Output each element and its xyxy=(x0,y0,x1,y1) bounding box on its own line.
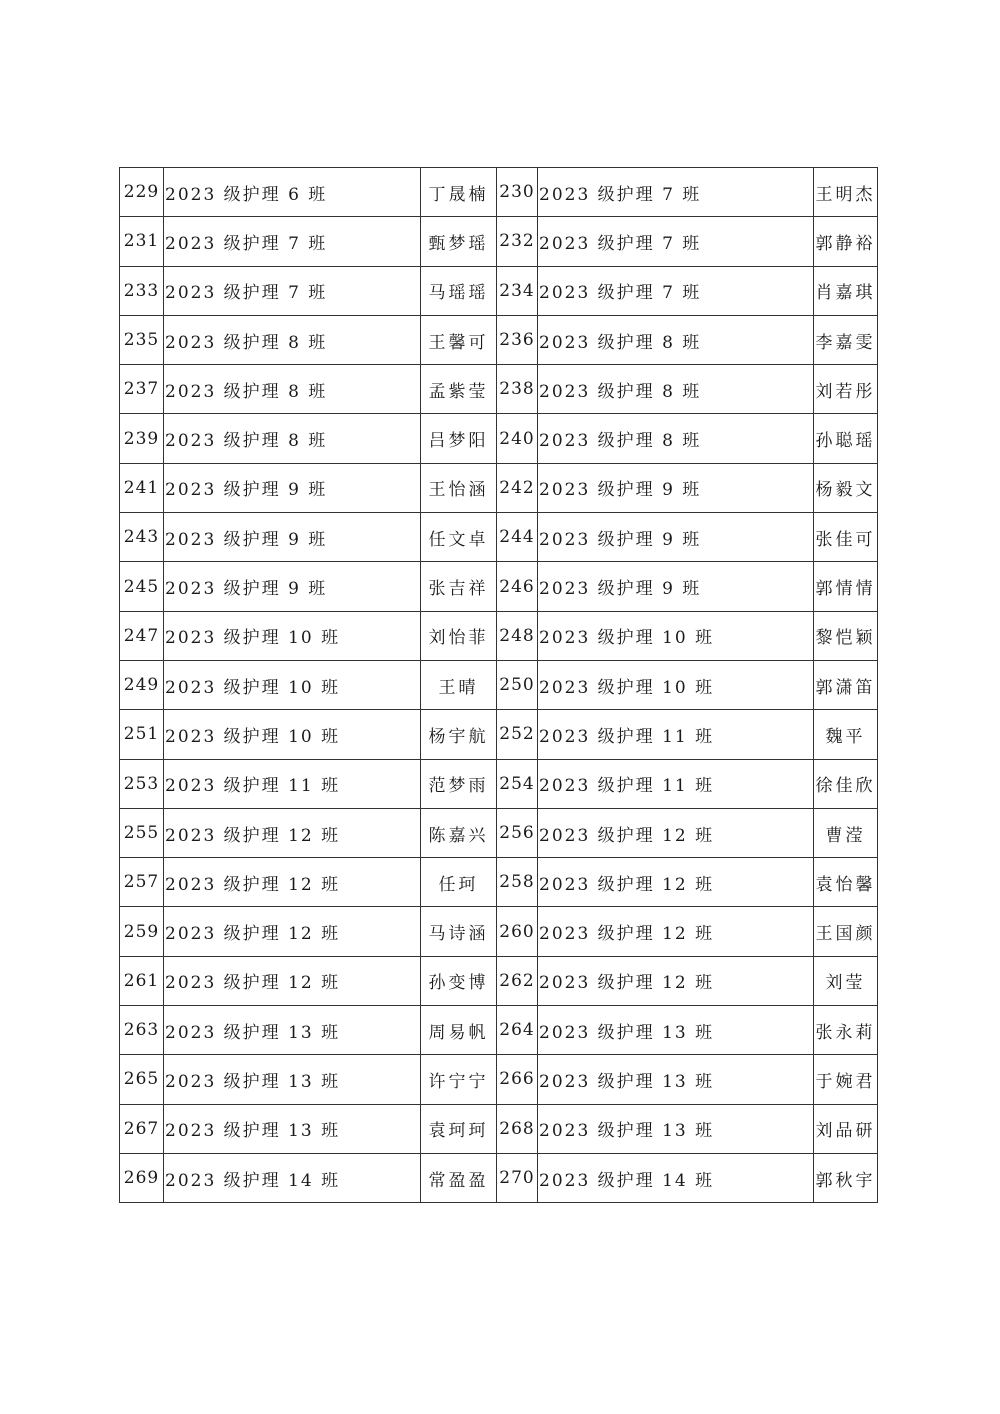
right-student-name-cell: 郭秋宇 xyxy=(814,1153,878,1202)
table-row xyxy=(120,365,878,414)
right-class-name-cell: 2023 级护理 12 班 xyxy=(538,858,814,907)
right-class-name-cell: 2023 级护理 9 班 xyxy=(538,562,814,611)
table-row xyxy=(120,808,878,857)
left-entry-number-cell: 267 xyxy=(120,1104,164,1153)
left-entry-number-cell: 259 xyxy=(120,907,164,956)
left-class-name-cell: 2023 级护理 13 班 xyxy=(164,1104,421,1153)
right-entry-number-cell: 248 xyxy=(497,611,538,660)
left-student-name-cell: 常盈盈 xyxy=(421,1153,497,1202)
table-row xyxy=(120,611,878,660)
right-class-name-cell: 2023 级护理 7 班 xyxy=(538,168,814,217)
right-entry-number-cell: 268 xyxy=(497,1104,538,1153)
left-entry-number-cell: 245 xyxy=(120,562,164,611)
left-class-name-cell: 2023 级护理 10 班 xyxy=(164,710,421,759)
table-row xyxy=(120,1055,878,1104)
left-class-name-cell: 2023 级护理 13 班 xyxy=(164,1006,421,1055)
right-class-name-cell: 2023 级护理 12 班 xyxy=(538,907,814,956)
left-class-name-cell: 2023 级护理 8 班 xyxy=(164,414,421,463)
left-entry-number-cell: 263 xyxy=(120,1006,164,1055)
right-entry-number-cell: 242 xyxy=(497,463,538,512)
right-entry-number-cell: 270 xyxy=(497,1153,538,1202)
table-row xyxy=(120,858,878,907)
table-row xyxy=(120,315,878,364)
left-student-name-cell: 马瑶瑶 xyxy=(421,266,497,315)
left-student-name-cell: 王晴 xyxy=(421,660,497,709)
left-student-name-cell: 孙变博 xyxy=(421,956,497,1005)
right-entry-number-cell: 250 xyxy=(497,660,538,709)
left-entry-number-cell: 253 xyxy=(120,759,164,808)
left-entry-number-cell: 229 xyxy=(120,168,164,217)
left-class-name-cell: 2023 级护理 10 班 xyxy=(164,660,421,709)
left-student-name-cell: 陈嘉兴 xyxy=(421,808,497,857)
right-student-name-cell: 袁怡馨 xyxy=(814,858,878,907)
right-student-name-cell: 刘品研 xyxy=(814,1104,878,1153)
right-student-name-cell: 杨毅文 xyxy=(814,463,878,512)
right-student-name-cell: 郭静裕 xyxy=(814,217,878,266)
left-entry-number-cell: 239 xyxy=(120,414,164,463)
right-class-name-cell: 2023 级护理 9 班 xyxy=(538,513,814,562)
right-student-name-cell: 刘若彤 xyxy=(814,365,878,414)
right-entry-number-cell: 266 xyxy=(497,1055,538,1104)
table-row xyxy=(120,562,878,611)
right-student-name-cell: 张永莉 xyxy=(814,1006,878,1055)
right-class-name-cell: 2023 级护理 8 班 xyxy=(538,414,814,463)
left-class-name-cell: 2023 级护理 14 班 xyxy=(164,1153,421,1202)
right-entry-number-cell: 264 xyxy=(497,1006,538,1055)
left-entry-number-cell: 243 xyxy=(120,513,164,562)
left-class-name-cell: 2023 级护理 9 班 xyxy=(164,513,421,562)
right-class-name-cell: 2023 级护理 9 班 xyxy=(538,463,814,512)
right-entry-number-cell: 230 xyxy=(497,168,538,217)
left-class-name-cell: 2023 级护理 13 班 xyxy=(164,1055,421,1104)
table-row xyxy=(120,463,878,512)
left-entry-number-cell: 251 xyxy=(120,710,164,759)
left-class-name-cell: 2023 级护理 12 班 xyxy=(164,858,421,907)
left-entry-number-cell: 255 xyxy=(120,808,164,857)
right-class-name-cell: 2023 级护理 7 班 xyxy=(538,217,814,266)
left-student-name-cell: 杨宇航 xyxy=(421,710,497,759)
right-class-name-cell: 2023 级护理 8 班 xyxy=(538,365,814,414)
left-student-name-cell: 张吉祥 xyxy=(421,562,497,611)
right-entry-number-cell: 256 xyxy=(497,808,538,857)
right-entry-number-cell: 244 xyxy=(497,513,538,562)
right-class-name-cell: 2023 级护理 14 班 xyxy=(538,1153,814,1202)
right-entry-number-cell: 254 xyxy=(497,759,538,808)
right-student-name-cell: 魏平 xyxy=(814,710,878,759)
right-class-name-cell: 2023 级护理 7 班 xyxy=(538,266,814,315)
left-entry-number-cell: 249 xyxy=(120,660,164,709)
left-student-name-cell: 王馨可 xyxy=(421,315,497,364)
right-entry-number-cell: 260 xyxy=(497,907,538,956)
table-row xyxy=(120,956,878,1005)
left-student-name-cell: 范梦雨 xyxy=(421,759,497,808)
right-entry-number-cell: 252 xyxy=(497,710,538,759)
left-class-name-cell: 2023 级护理 12 班 xyxy=(164,808,421,857)
left-class-name-cell: 2023 级护理 6 班 xyxy=(164,168,421,217)
left-student-name-cell: 王怡涵 xyxy=(421,463,497,512)
left-class-name-cell: 2023 级护理 12 班 xyxy=(164,907,421,956)
right-class-name-cell: 2023 级护理 13 班 xyxy=(538,1104,814,1153)
right-class-name-cell: 2023 级护理 13 班 xyxy=(538,1006,814,1055)
right-student-name-cell: 李嘉雯 xyxy=(814,315,878,364)
left-class-name-cell: 2023 级护理 8 班 xyxy=(164,315,421,364)
left-student-name-cell: 袁珂珂 xyxy=(421,1104,497,1153)
left-student-name-cell: 任珂 xyxy=(421,858,497,907)
left-entry-number-cell: 247 xyxy=(120,611,164,660)
left-class-name-cell: 2023 级护理 11 班 xyxy=(164,759,421,808)
table-row xyxy=(120,266,878,315)
left-class-name-cell: 2023 级护理 10 班 xyxy=(164,611,421,660)
left-student-name-cell: 许宁宁 xyxy=(421,1055,497,1104)
left-class-name-cell: 2023 级护理 9 班 xyxy=(164,463,421,512)
right-class-name-cell: 2023 级护理 8 班 xyxy=(538,315,814,364)
table-row xyxy=(120,759,878,808)
left-class-name-cell: 2023 级护理 12 班 xyxy=(164,956,421,1005)
left-student-name-cell: 任文卓 xyxy=(421,513,497,562)
right-student-name-cell: 黎恺颖 xyxy=(814,611,878,660)
right-student-name-cell: 王明杰 xyxy=(814,168,878,217)
table-row xyxy=(120,660,878,709)
left-class-name-cell: 2023 级护理 9 班 xyxy=(164,562,421,611)
table-row xyxy=(120,217,878,266)
roster-table xyxy=(119,167,878,1203)
left-student-name-cell: 周易帆 xyxy=(421,1006,497,1055)
right-student-name-cell: 曹滢 xyxy=(814,808,878,857)
table-row xyxy=(120,513,878,562)
right-student-name-cell: 郭情情 xyxy=(814,562,878,611)
right-entry-number-cell: 232 xyxy=(497,217,538,266)
right-student-name-cell: 刘莹 xyxy=(814,956,878,1005)
left-student-name-cell: 甄梦瑶 xyxy=(421,217,497,266)
right-student-name-cell: 肖嘉琪 xyxy=(814,266,878,315)
right-class-name-cell: 2023 级护理 11 班 xyxy=(538,759,814,808)
right-entry-number-cell: 238 xyxy=(497,365,538,414)
right-class-name-cell: 2023 级护理 12 班 xyxy=(538,808,814,857)
left-student-name-cell: 孟紫莹 xyxy=(421,365,497,414)
right-class-name-cell: 2023 级护理 10 班 xyxy=(538,660,814,709)
table-row xyxy=(120,907,878,956)
right-class-name-cell: 2023 级护理 10 班 xyxy=(538,611,814,660)
table-row xyxy=(120,710,878,759)
left-class-name-cell: 2023 级护理 7 班 xyxy=(164,217,421,266)
left-entry-number-cell: 265 xyxy=(120,1055,164,1104)
right-entry-number-cell: 234 xyxy=(497,266,538,315)
left-entry-number-cell: 237 xyxy=(120,365,164,414)
right-student-name-cell: 王国颜 xyxy=(814,907,878,956)
right-class-name-cell: 2023 级护理 12 班 xyxy=(538,956,814,1005)
right-student-name-cell: 孙聪瑶 xyxy=(814,414,878,463)
left-entry-number-cell: 261 xyxy=(120,956,164,1005)
left-student-name-cell: 吕梦阳 xyxy=(421,414,497,463)
left-student-name-cell: 丁晟楠 xyxy=(421,168,497,217)
left-student-name-cell: 马诗涵 xyxy=(421,907,497,956)
left-entry-number-cell: 231 xyxy=(120,217,164,266)
right-student-name-cell: 郭潇笛 xyxy=(814,660,878,709)
right-entry-number-cell: 262 xyxy=(497,956,538,1005)
roster-table-body xyxy=(120,168,878,1203)
left-student-name-cell: 刘怡菲 xyxy=(421,611,497,660)
table-row xyxy=(120,168,878,217)
left-entry-number-cell: 269 xyxy=(120,1153,164,1202)
left-entry-number-cell: 257 xyxy=(120,858,164,907)
right-student-name-cell: 徐佳欣 xyxy=(814,759,878,808)
left-entry-number-cell: 241 xyxy=(120,463,164,512)
right-entry-number-cell: 258 xyxy=(497,858,538,907)
left-entry-number-cell: 233 xyxy=(120,266,164,315)
left-class-name-cell: 2023 级护理 7 班 xyxy=(164,266,421,315)
right-class-name-cell: 2023 级护理 11 班 xyxy=(538,710,814,759)
table-row xyxy=(120,1006,878,1055)
right-student-name-cell: 张佳可 xyxy=(814,513,878,562)
table-row xyxy=(120,414,878,463)
table-row xyxy=(120,1153,878,1202)
left-class-name-cell: 2023 级护理 8 班 xyxy=(164,365,421,414)
right-entry-number-cell: 246 xyxy=(497,562,538,611)
table-row xyxy=(120,1104,878,1153)
right-entry-number-cell: 240 xyxy=(497,414,538,463)
left-entry-number-cell: 235 xyxy=(120,315,164,364)
right-class-name-cell: 2023 级护理 13 班 xyxy=(538,1055,814,1104)
right-student-name-cell: 于婉君 xyxy=(814,1055,878,1104)
right-entry-number-cell: 236 xyxy=(497,315,538,364)
